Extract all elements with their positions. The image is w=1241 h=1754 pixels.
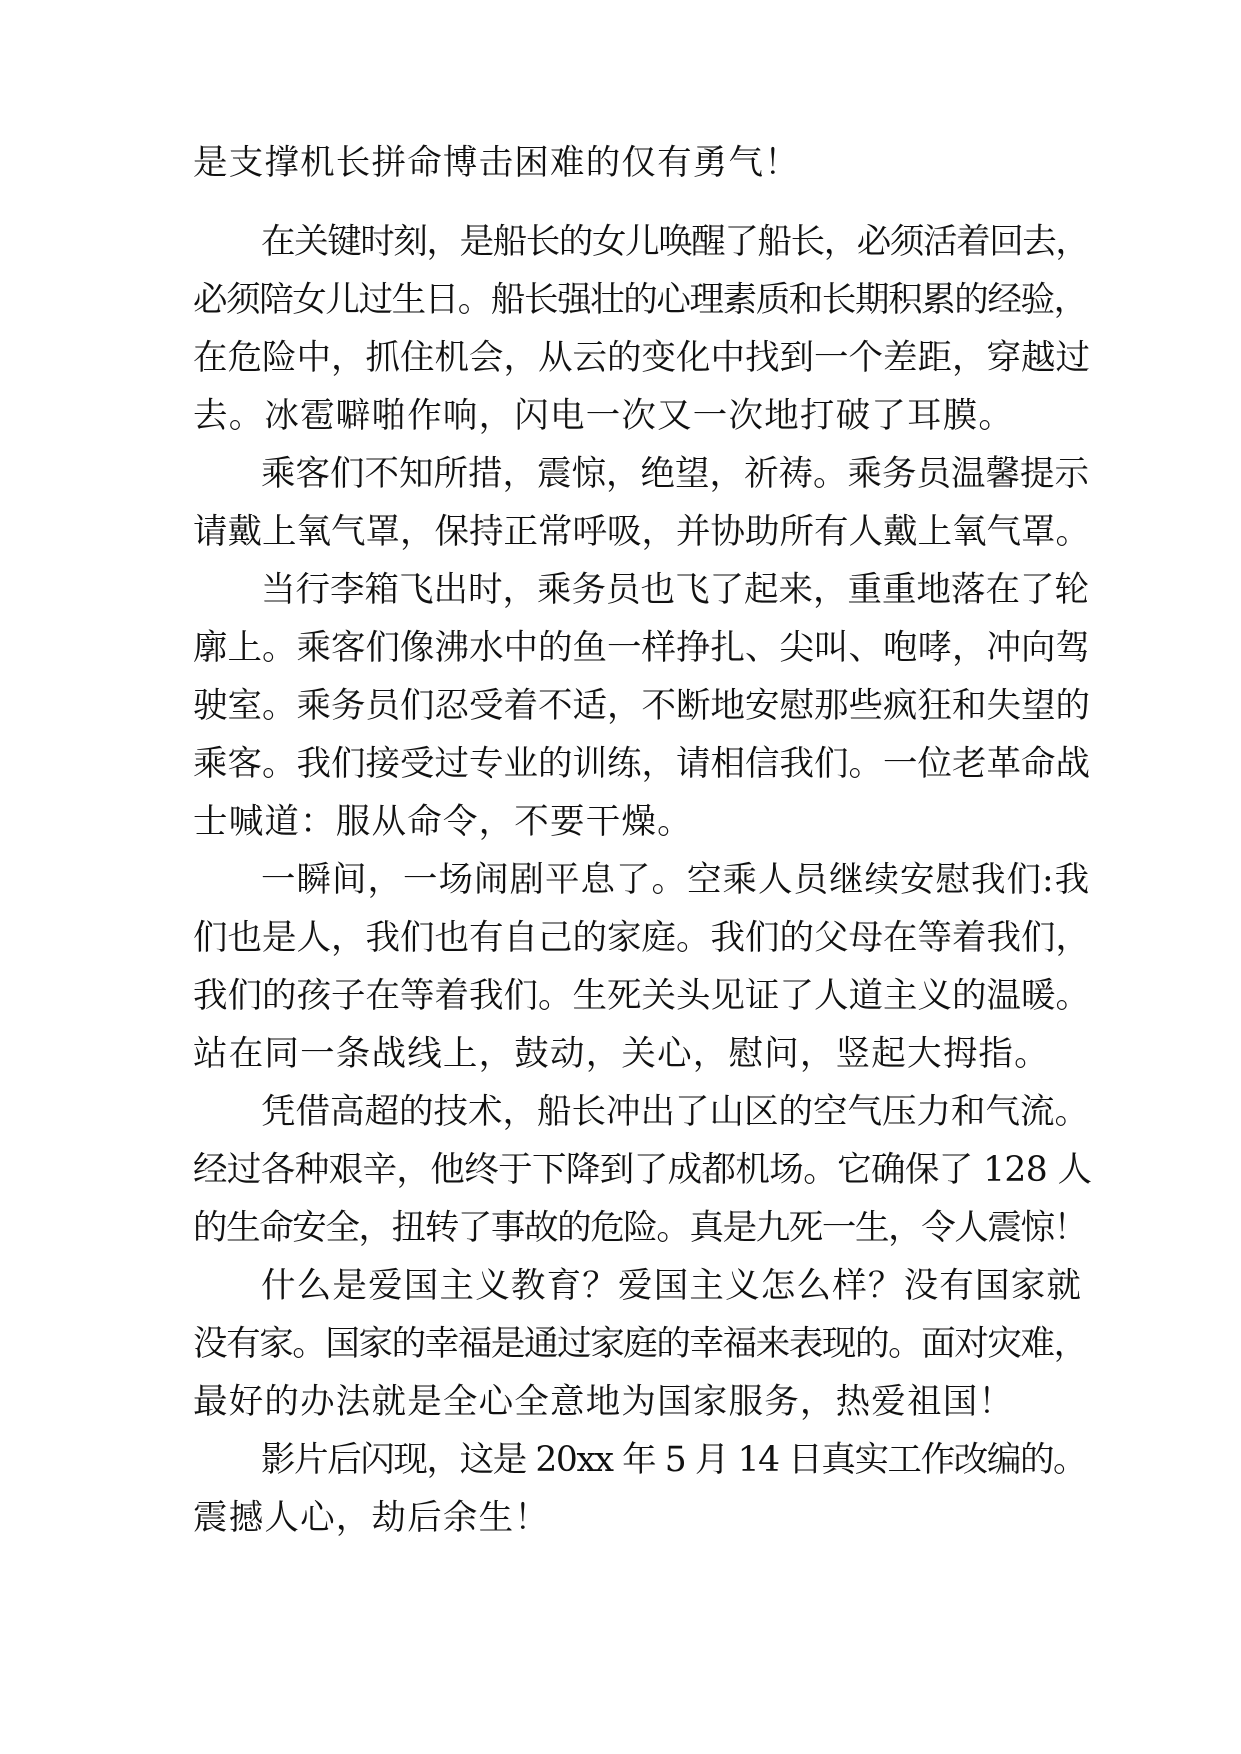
text-line: 去。冰雹噼啪作响，闪电一次又一次地打破了耳膜。: [193, 396, 1015, 436]
text-line: 最好的办法就是全心全意地为国家服务，热爱祖国！: [193, 1382, 1015, 1422]
text-line: 请戴上氧气罩，保持正常呼吸，并协助所有人戴上氧气罩。: [193, 512, 1090, 552]
text-line: 震撼人心，劫后余生！: [193, 1498, 550, 1538]
text-line: 廓上。乘客们像沸水中的鱼一样挣扎、尖叫、咆哮，冲向驾: [193, 628, 1090, 668]
text-line: 是支撑机长拼命博击困难的仅有勇气！: [193, 143, 800, 183]
paragraph-first-line: 影片后闪现，这是 20xx 年 5 月 14 日真实工作改编的。: [261, 1440, 1087, 1480]
text-line: 我们的孩子在等着我们。生死关头见证了人道主义的温暖。: [193, 976, 1090, 1016]
text-line: 必须陪女儿过生日。船长强壮的心理素质和长期积累的经验，: [193, 280, 1087, 320]
paragraph-first-line: 凭借高超的技术，船长冲出了山区的空气压力和气流。: [261, 1092, 1089, 1132]
text-line: 站在同一条战线上，鼓动，关心，慰问，竖起大拇指。: [193, 1034, 1050, 1074]
paragraph-first-line: 在关键时刻，是船长的女儿唤醒了船长，必须活着回去，: [261, 222, 1089, 262]
paragraph-first-line: 一瞬间，一场闹剧平息了。空乘人员继续安慰我们:我: [261, 860, 1091, 900]
paragraph-first-line: 乘客们不知所措，震惊，绝望，祈祷。乘务员温馨提示: [261, 454, 1089, 494]
text-line: 经过各种艰辛，他终于下降到了成都机场。它确保了 128 人: [193, 1150, 1092, 1190]
text-line: 乘客。我们接受过专业的训练，请相信我们。一位老革命战: [193, 744, 1090, 784]
text-line: 们也是人，我们也有自己的家庭。我们的父母在等着我们，: [193, 918, 1090, 958]
text-line: 士喊道：服从命令，不要干燥。: [193, 802, 693, 842]
text-line: 在危险中，抓住机会，从云的变化中找到一个差距，穿越过: [193, 338, 1090, 378]
paragraph-first-line: 当行李箱飞出时，乘务员也飞了起来，重重地落在了轮: [261, 570, 1089, 610]
text-line: 的生命安全，扭转了事故的危险。真是九死一生，令人震惊！: [193, 1208, 1087, 1248]
text-line: 没有家。国家的幸福是通过家庭的幸福来表现的。面对灾难，: [193, 1324, 1087, 1364]
paragraph-first-line: 什么是爱国主义教育？爱国主义怎么样？没有国家就: [261, 1266, 1083, 1306]
text-line: 驶室。乘务员们忍受着不适，不断地安慰那些疯狂和失望的: [193, 686, 1090, 726]
